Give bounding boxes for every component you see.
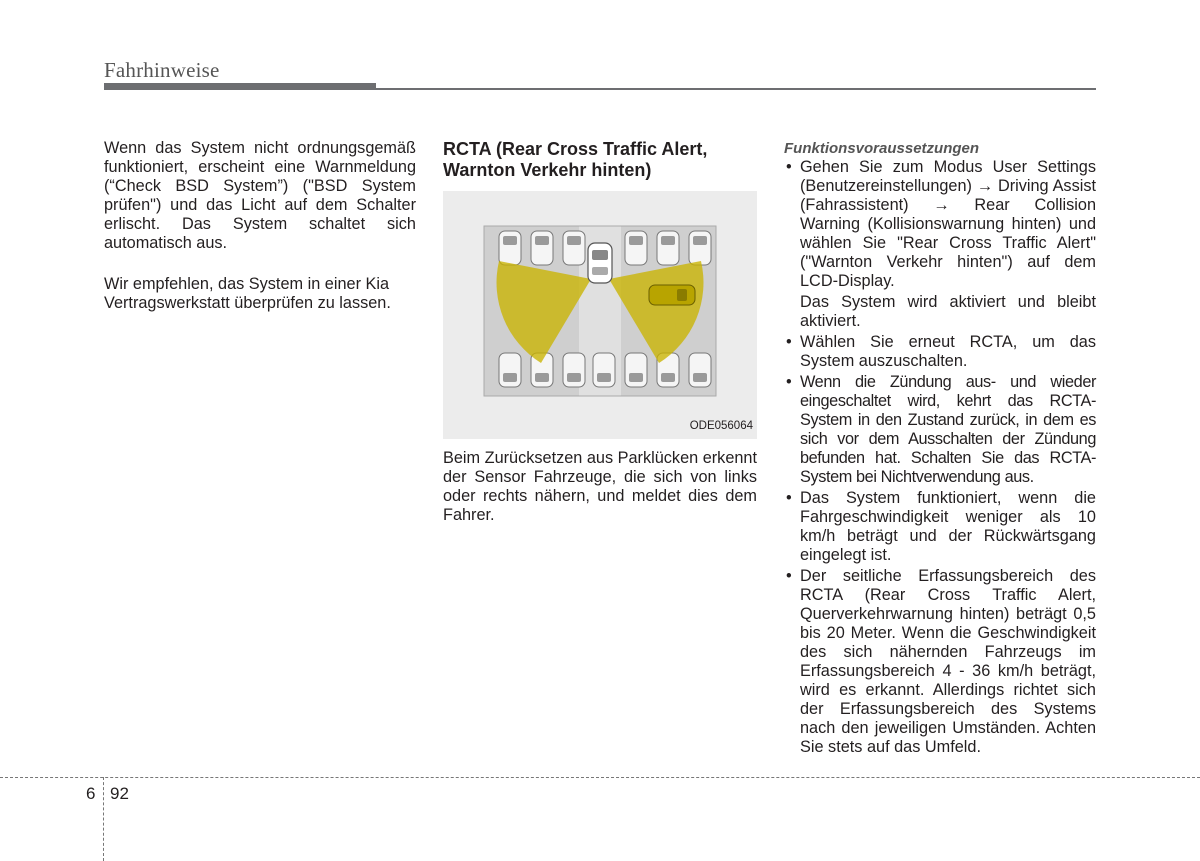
left-column bbox=[104, 139, 416, 313]
list-item-text: Das System funktioniert, wenn die Fahrgeschwindigkeit weniger als 10 km/h beträgt und der Rückwärtsgang eingelegt ist. bbox=[800, 489, 1096, 564]
list-item bbox=[784, 373, 1096, 487]
parked-car bbox=[563, 231, 585, 265]
parked-car bbox=[563, 353, 585, 387]
parked-car bbox=[593, 353, 615, 387]
list-item bbox=[784, 567, 1096, 757]
list-item-text: Wählen Sie erneut RCTA, um das System auszuschalten. bbox=[800, 333, 1096, 370]
parked-car bbox=[531, 231, 553, 265]
requirements-subheading: Funktionsvoraussetzungen bbox=[784, 140, 980, 157]
page-number: 92 bbox=[110, 784, 129, 803]
reversing-vehicle bbox=[588, 243, 612, 283]
figure-code: ODE056064 bbox=[689, 420, 753, 432]
parked-car bbox=[625, 231, 647, 265]
list-item-text: Wenn die Zündung aus- und wieder eingeschaltet wird, kehrt das RCTA-System in den Zustand zurück, in dem es sich vor dem Ausschalten der Zündung befunden hat. Schalten Sie das RCTA-System bei Nichtverwendung aus. bbox=[800, 373, 1096, 486]
list-item bbox=[784, 489, 1096, 565]
section-header-title: Fahrhinweise bbox=[104, 58, 220, 82]
rcta-heading bbox=[443, 139, 757, 181]
footer-divider bbox=[0, 777, 1200, 778]
footer-vertical-divider bbox=[103, 777, 104, 861]
approaching-vehicle bbox=[649, 285, 695, 305]
parked-car bbox=[689, 231, 711, 265]
warning-message-paragraph: Wenn das System nicht ordnungsgemäß funktioniert, erscheint eine Warnmeldung (“Check BSD System”) ("BSD System prüfen") und das Licht auf dem Schalter erlischt. Das System schaltet sich automatisch aus. bbox=[104, 139, 416, 252]
workshop-recommendation-paragraph: Wir empfehlen, das System in einer Kia Vertragswerkstatt überprüfen zu lassen. bbox=[104, 275, 391, 312]
chapter-number: 6 bbox=[86, 784, 96, 803]
parked-car bbox=[689, 353, 711, 387]
requirements-list bbox=[784, 158, 1096, 757]
middle-column bbox=[443, 139, 757, 525]
rcta-heading-line2: Warnton Verkehr hinten) bbox=[443, 160, 652, 180]
rcta-illustration bbox=[443, 191, 757, 439]
parked-car bbox=[499, 353, 521, 387]
header-rule-thin bbox=[376, 88, 1096, 90]
header-rule-thick bbox=[104, 83, 376, 90]
parked-car bbox=[625, 353, 647, 387]
parked-cars-bottom-row bbox=[499, 353, 711, 387]
parked-car bbox=[499, 231, 521, 265]
list-item bbox=[784, 333, 1096, 371]
parking-lot-illustration bbox=[443, 191, 757, 439]
parked-car bbox=[657, 231, 679, 265]
list-item bbox=[784, 158, 1096, 331]
list-item-text: Gehen Sie zum Modus User Settings (Benutzereinstellungen) → Driving Assist (Fahrassistent) → Rear Collision Warning (Kollisionswarnung hinten) und wählen Sie "Rear Cross Traffic Alert" ("Warnton Verkehr hinten") auf dem LCD-Display. bbox=[800, 158, 1096, 290]
rcta-description: Beim Zurücksetzen aus Parklücken erkennt der Sensor Fahrzeuge, die sich von links oder rechts nähern, und meldet dies dem Fahrer. bbox=[443, 449, 758, 524]
list-item-text: Der seitliche Erfassungsbereich des RCTA (Rear Cross Traffic Alert, Querverkehrwarnung hinten) beträgt 0,5 bis 20 Meter. Wenn die Geschwindigkeit des sich nähernden Fahrzeugs im Erfassungsbereich 4 - 36 km/h beträgt, wird es erkannt. Allerdings richtet sich der Erfassungsbereich des Systems nach den jeweiligen Umständen. Achten Sie stets auf das Umfeld. bbox=[800, 567, 1096, 756]
right-column bbox=[784, 139, 1096, 759]
list-item-note: Das System wird aktiviert und bleibt aktiviert. bbox=[800, 293, 1096, 330]
rcta-heading-line1: RCTA (Rear Cross Traffic Alert, bbox=[443, 139, 708, 159]
